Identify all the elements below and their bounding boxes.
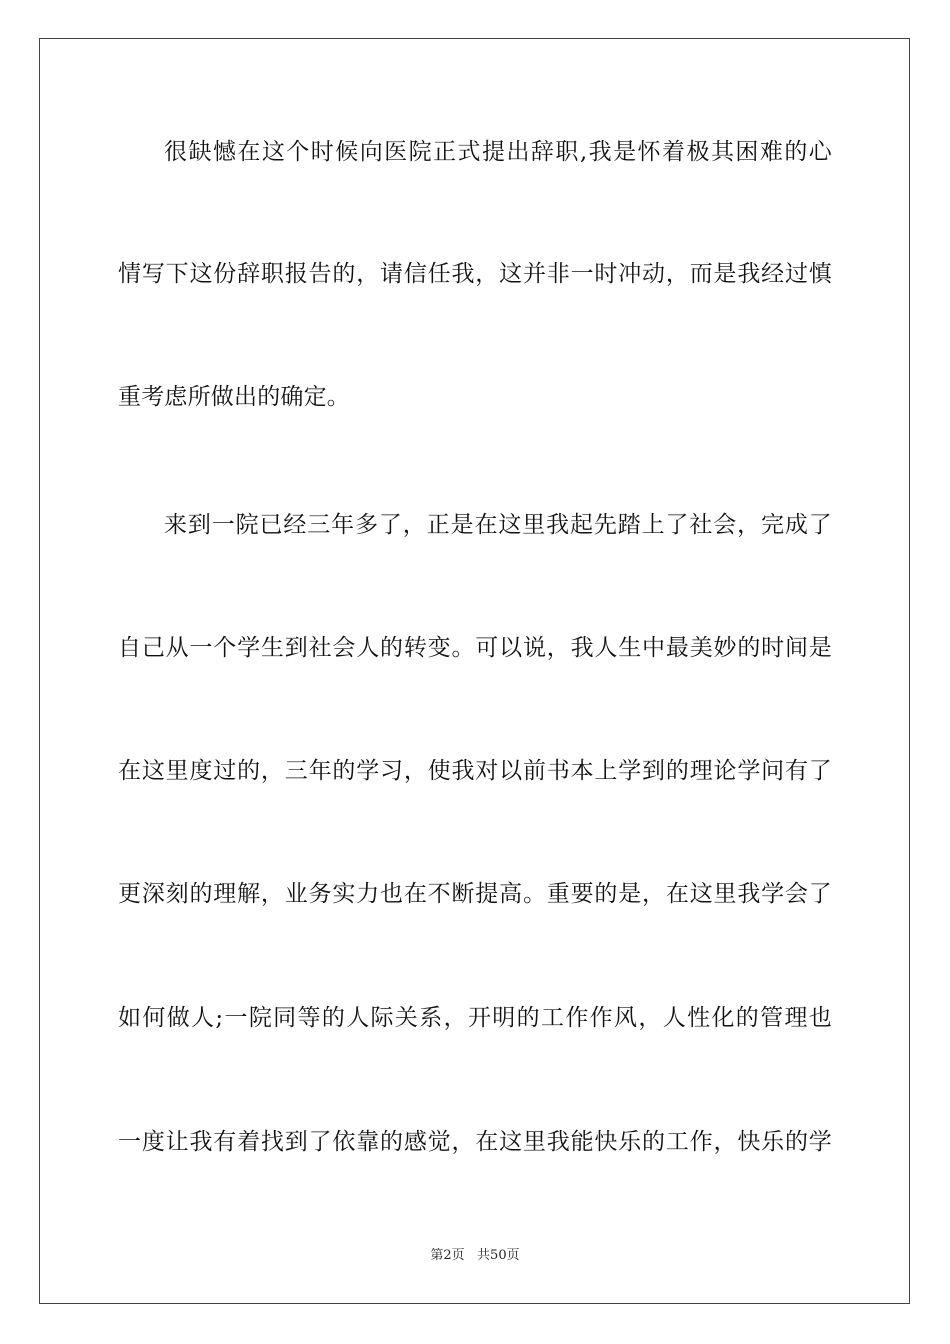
paragraph-2-line-5: 如何做人;一院同等的人际关系，开明的工作作风，人性化的管理也 (118, 1005, 832, 1031)
paragraph-1-line-2: 情写下这份辞职报告的，请信任我，这并非一时冲动，而是我经过慎 (118, 261, 832, 287)
paragraph-1-line-3: 重考虑所做出的确定。 (118, 384, 350, 410)
paragraph-2-line-6: 一度让我有着找到了依靠的感觉，在这里我能快乐的工作，快乐的学 (118, 1129, 832, 1155)
page-border (39, 38, 910, 1304)
paragraph-1-line-1: 很缺憾在这个时候向医院正式提出辞职,我是怀着极其困难的心 (164, 139, 832, 165)
paragraph-2-line-2: 自己从一个学生到社会人的转变。可以说，我人生中最美妙的时间是 (118, 635, 832, 661)
paragraph-2-line-3: 在这里度过的，三年的学习，使我对以前书本上学到的理论学问有了 (118, 758, 832, 784)
paragraph-2-line-4: 更深刻的理解，业务实力也在不断提高。重要的是，在这里我学会了 (118, 881, 832, 907)
paragraph-2-line-1: 来到一院已经三年多了，正是在这里我起先踏上了社会，完成了 (164, 512, 832, 538)
page-footer: 第2页 共50页 (430, 1248, 520, 1263)
